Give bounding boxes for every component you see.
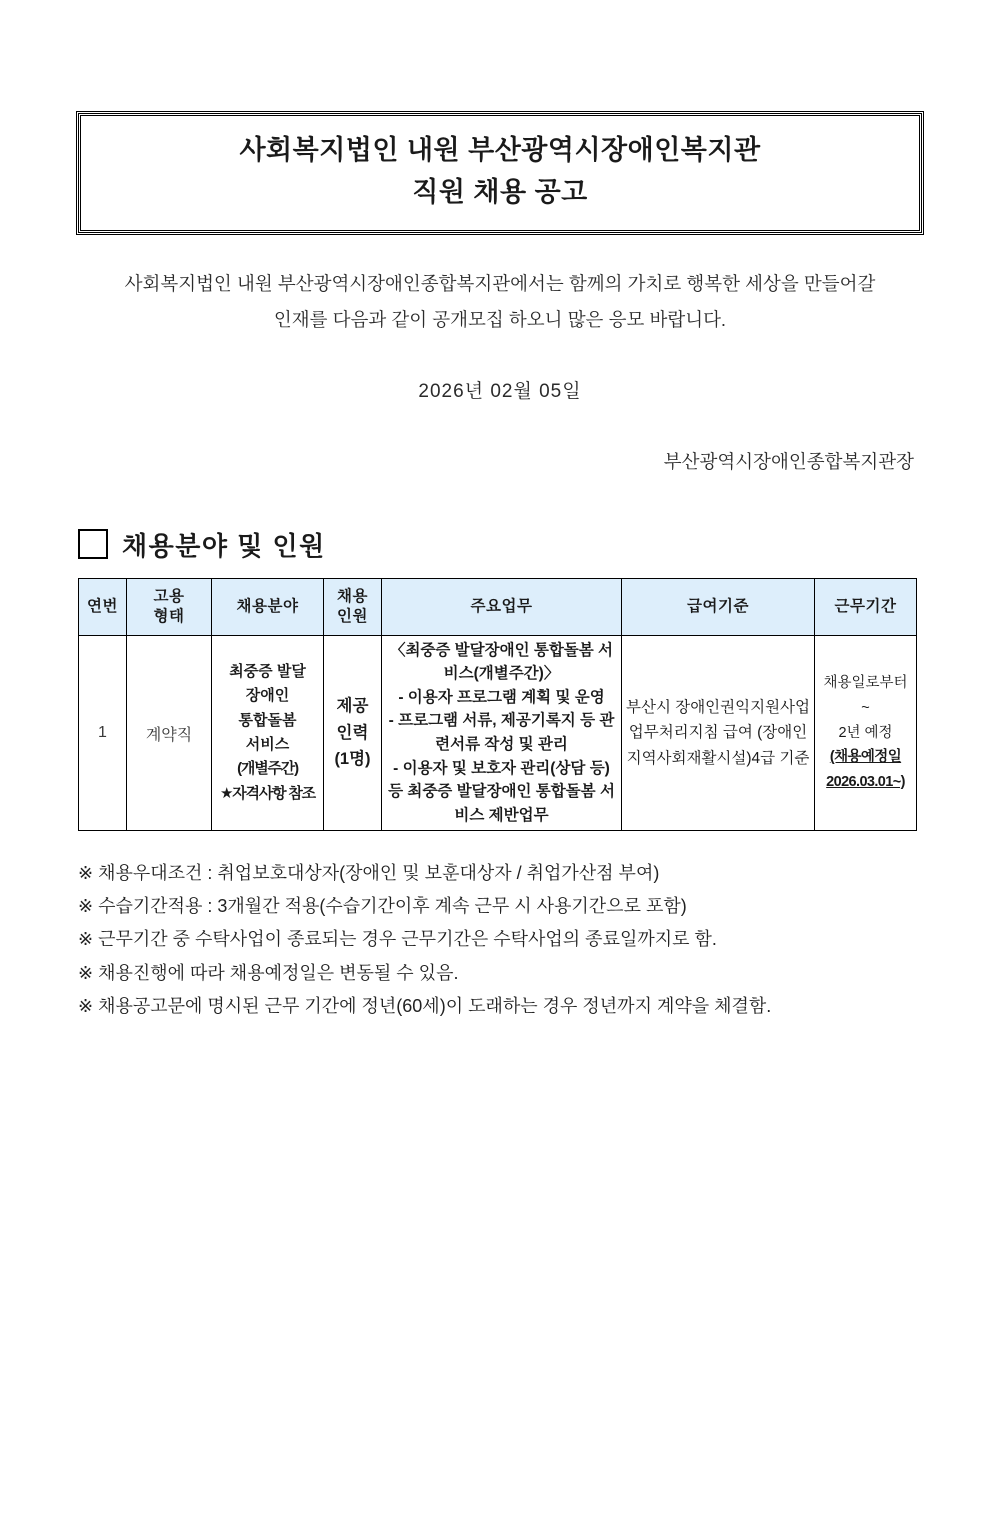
cell-salary — [622, 635, 815, 830]
title-line-1: 사회복지법인 내원 부산광역시장애인복지관 — [239, 135, 761, 165]
salary-line-2: 업무처리지침 급여 (장애인 — [628, 724, 808, 742]
intro-line-2: 인재를 다음과 같이 공개모집 하오니 많은 응모 바랍니다. — [273, 308, 727, 330]
period-line-2: ~ — [861, 700, 870, 717]
cell-count — [324, 635, 382, 830]
col-header-period: 근무기간 — [815, 578, 917, 635]
intro-paragraph — [78, 266, 922, 338]
count-line-2: 인력 — [336, 723, 369, 742]
field-note-weekday: (개별주간) — [237, 760, 298, 778]
period-start-label: (채용예정일 — [829, 749, 902, 766]
field-note-qualification: ★자격사항 참조 — [220, 784, 315, 802]
section-title: 채용분야 및 인원 — [122, 530, 326, 561]
notes-list — [78, 857, 922, 1023]
col-header-no: 연번 — [79, 578, 127, 635]
period-start-date: 2026.03.01~) — [826, 773, 905, 790]
intro-line-1: 사회복지법인 내원 부산광역시장애인종합복지관에서는 함께의 가치로 행복한 세상을 만들어갈 — [124, 272, 876, 294]
cell-field — [212, 635, 324, 830]
title-box — [78, 113, 922, 233]
cell-work-period — [815, 635, 917, 830]
duty-item-1: - 이용자 프로그램 계획 및 운영 — [398, 688, 605, 706]
section-heading — [78, 526, 922, 563]
count-line-3: (1명) — [334, 750, 371, 769]
recruitment-table — [78, 578, 917, 831]
col-header-employment-type: 고용 형태 — [127, 578, 212, 635]
note-item: ※ 채용공고문에 명시된 근무 기간에 정년(60세)이 도래하는 경우 정년까지 계약을 체결함. — [78, 995, 772, 1016]
period-line-3: 2년 예정 — [838, 724, 893, 741]
cell-employment-type: 계약직 — [127, 635, 212, 830]
count-line-1: 제공 — [336, 696, 369, 715]
note-item: ※ 수습기간적용 : 3개월간 적용(수습기간이후 계속 근무 시 사용기간으로 포함) — [78, 896, 687, 917]
col-header-field: 채용분야 — [212, 578, 324, 635]
duty-item-2: - 프로그램 서류, 제공기록지 등 관련서류 작성 및 관리 — [388, 712, 615, 753]
field-line-3: 통합돌봄 — [238, 711, 297, 729]
duty-heading: 〈최중증 발달장애인 통합돌봄 서비스(개별주간)〉 — [389, 641, 614, 683]
announcement-page — [0, 113, 1000, 1527]
salary-line-3: 지역사회재활시설)4급 기준 — [626, 749, 810, 767]
cell-no: 1 — [79, 635, 127, 830]
note-item: ※ 채용우대조건 : 취업보호대상자(장애인 및 보훈대상자 / 취업가산점 부여) — [78, 863, 660, 884]
empty-square-icon — [78, 529, 108, 559]
duty-item-3: - 이용자 및 보호자 관리(상담 등) 등 최중증 발달장애인 통합돌봄 서비스 제반업무 — [388, 759, 615, 824]
issuer-signature: 부산광역시장애인종합복지관장 — [663, 450, 914, 472]
note-item: ※ 채용진행에 따라 채용예정일은 변동될 수 있음. — [78, 962, 459, 983]
period-line-1: 채용일로부터 — [823, 675, 908, 692]
field-line-4: 서비스 — [245, 736, 290, 753]
table-row — [79, 635, 917, 830]
announcement-date: 2026년 02월 05일 — [418, 380, 582, 402]
field-line-1: 최중증 발달 — [229, 663, 306, 681]
note-item: ※ 근무기간 중 수탁사업이 종료되는 경우 근무기간은 수탁사업의 종료일까지로 함. — [78, 929, 717, 950]
field-line-2: 장애인 — [245, 687, 290, 705]
col-header-salary: 급여기준 — [622, 578, 815, 635]
col-header-count: 채용 인원 — [324, 578, 382, 635]
title-line-2: 직원 채용 공고 — [412, 176, 588, 207]
table-header-row — [79, 578, 917, 635]
salary-line-1: 부산시 장애인권익지원사업 — [626, 699, 810, 717]
cell-duties — [382, 635, 622, 830]
col-header-duties: 주요업무 — [382, 578, 622, 635]
